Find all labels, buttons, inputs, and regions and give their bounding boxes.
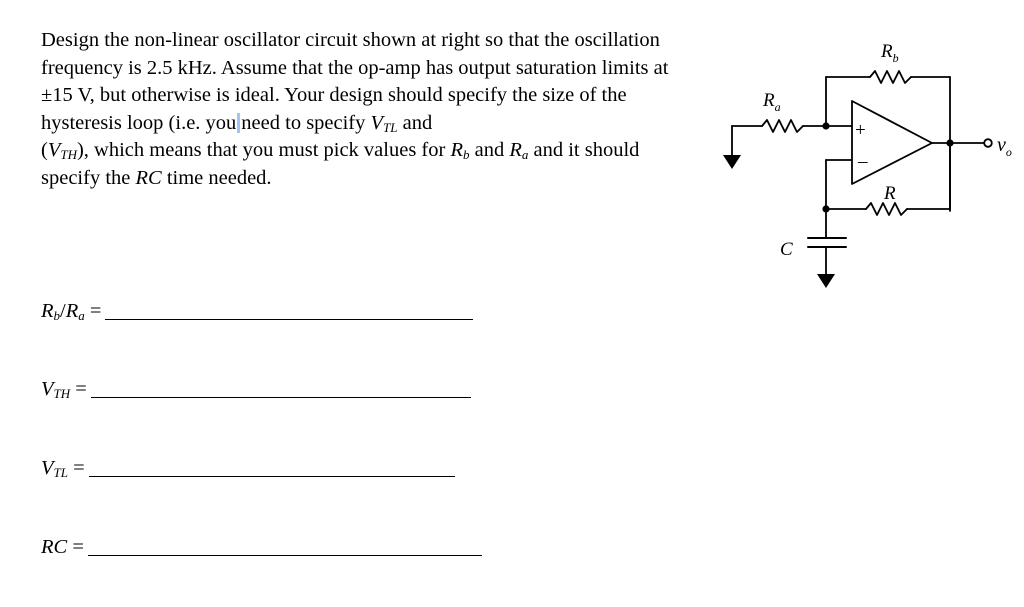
label-ra: $R_a$ xyxy=(763,90,781,114)
answer-vth-row: $V_{TH}$ = xyxy=(41,378,471,401)
label-c: C xyxy=(780,239,793,260)
problem-text-part3: and xyxy=(397,111,433,134)
output-terminal xyxy=(984,139,992,147)
problem-text-part6: and it should specify the xyxy=(41,139,640,189)
problem-text-part7: time needed. xyxy=(161,166,272,189)
answer-rc-row: RC = xyxy=(41,536,482,559)
ground-arrow-capacitor xyxy=(817,274,835,288)
resistor-r xyxy=(866,203,907,215)
answer-ratio-row: $R_b/R_a$ = xyxy=(41,300,473,323)
ground-arrow-input xyxy=(723,155,741,169)
rc-symbol: RC xyxy=(135,166,162,189)
answer-vtl-label: $V_{TL}$ xyxy=(41,457,68,480)
answer-vth-label: $V_{TH}$ xyxy=(41,378,71,401)
resistor-ra xyxy=(762,120,803,132)
ra-symbol: $R_a$ xyxy=(509,139,529,162)
label-minus: – xyxy=(858,151,868,172)
problem-text-part2: need to specify xyxy=(241,111,371,134)
problem-text-part1: Design the non-linear oscillator circuit shown at right so that the oscillation frequency is 2.5 kHz. Assume that the op-amp has output saturation limits at ±15 V, but otherwise is ideal. Your design should specify the size of the hysteresis loop (i.e. you xyxy=(41,29,669,134)
label-vo: $v_o$ xyxy=(997,134,1012,159)
rb-symbol: $R_b$ xyxy=(450,139,470,162)
answer-ratio-label: $R_b/R_a$ xyxy=(41,300,85,323)
vtl-symbol: $V_{TL}$ xyxy=(370,111,398,135)
answer-rc-label: RC xyxy=(41,536,68,558)
resistor-rb xyxy=(870,71,911,83)
answer-vtl-row: $V_{TL}$ = xyxy=(41,457,455,480)
label-plus: + xyxy=(855,120,866,141)
problem-text-part4: ), which means that you must pick values for xyxy=(76,139,451,161)
problem-text-open-paren: ( xyxy=(41,139,48,161)
problem-text-part5: and xyxy=(469,139,510,161)
label-r: R xyxy=(884,183,896,204)
label-rb: $R_b$ xyxy=(881,41,899,65)
vth-symbol: $V_{TH}$ xyxy=(47,139,77,162)
